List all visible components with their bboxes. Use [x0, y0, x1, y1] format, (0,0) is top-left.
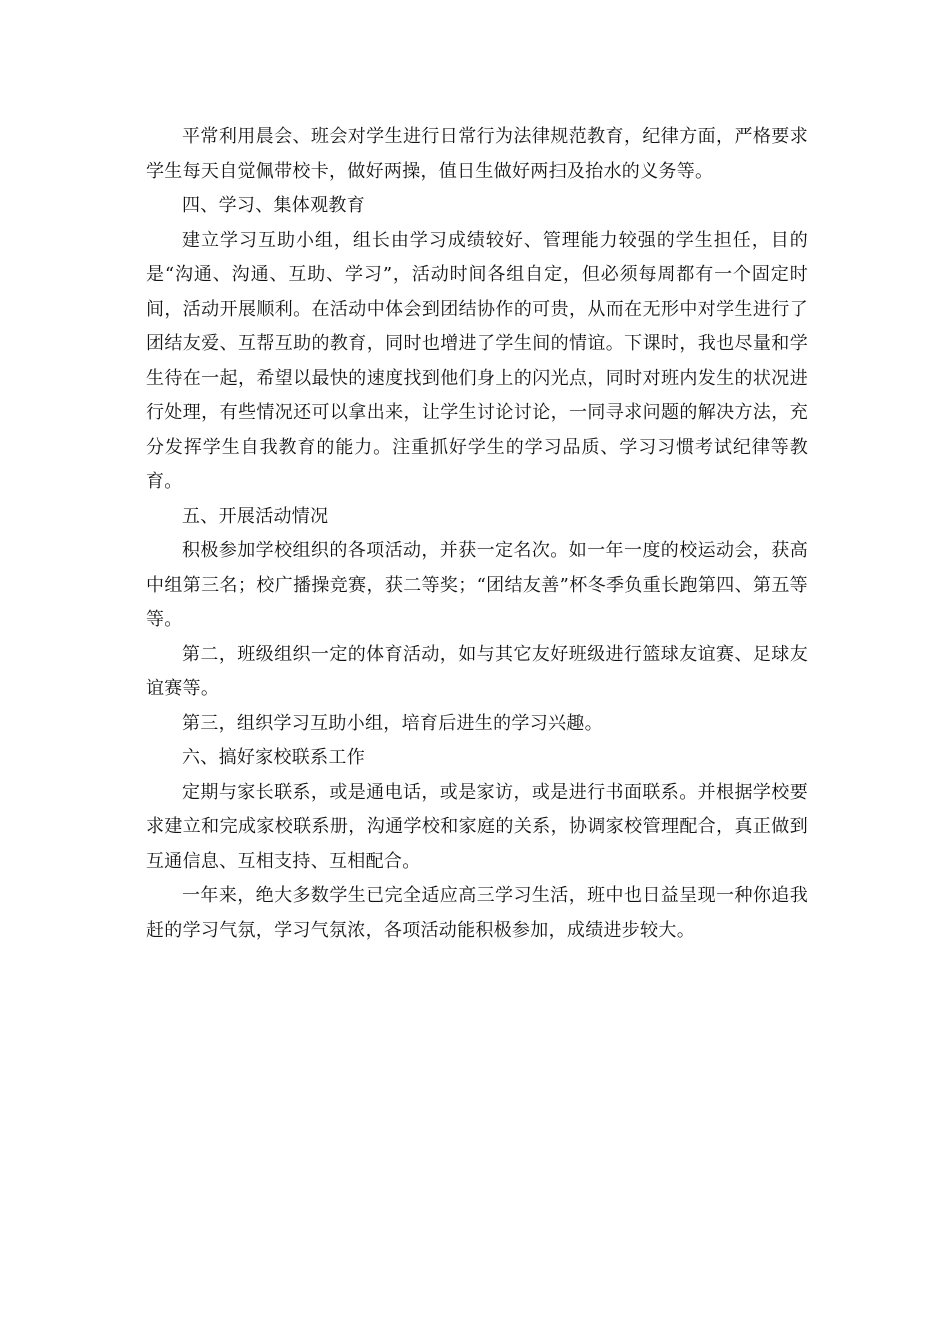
section-heading-activities: 五、开展活动情况: [182, 505, 329, 527]
paragraph-sports-activities: 第二，班级组织一定的体育活动，如与其它友好班级进行篮球友谊赛、足球友谊赛等。: [146, 643, 808, 699]
section-heading-home-school: 六、搞好家校联系工作: [182, 747, 365, 768]
paragraph-discipline-education: 平常利用晨会、班会对学生进行日常行为法律规范教育，纪律方面，严格要求学生每天自觉佩带校卡，做好两操，值日生做好两扫及抬水的义务等。: [146, 126, 808, 182]
section-heading-study-collective: 四、学习、集体观教育: [182, 195, 365, 216]
paragraph-parent-contact: 定期与家长联系，或是通电话，或是家访，或是进行书面联系。并根据学校要求建立和完成家校联系册，沟通学校和家庭的关系，协调家校管理配合，真正做到互通信息、互相支持、互相配合。: [146, 781, 808, 872]
paragraph-study-interest: 第三，组织学习互助小组，培育后进生的学习兴趣。: [182, 712, 603, 734]
paragraph-school-activities: 积极参加学校组织的各项活动，并获一定名次。如一年一度的校运动会，获高中组第三名；校广播操竞赛，获二等奖；“团结友善”杯冬季负重长跑第四、第五等等。: [146, 540, 808, 630]
paragraph-study-groups: 建立学习互助小组，组长由学习成绩较好、管理能力较强的学生担任，目的是“沟通、沟通、互助、学习”，活动时间各组自定，但必须每周都有一个固定时间，活动开展顺利。在活动中体会到团结协作的可贵，从而在无形中对学生进行了团结友爱、互帮互助的教育，同时也增进了学生间的情谊。下课时，我也尽量和学生待在一起，希望以最快的速度找到他们身上的闪光点，同时对班内发生的状况进行处理，有些情况还可以拿出来，让学生讨论讨论，一同寻求问题的解决方法，充分发挥学生自我教育的能力。注重抓好学生的学习品质、学习习惯考试纪律等教育。: [146, 229, 808, 492]
paragraph-summary: 一年来，绝大多数学生已完全适应高三学习生活，班中也日益呈现一种你追我赶的学习气氛，学习气氛浓，各项活动能积极参加，成绩进步较大。: [146, 885, 808, 941]
document-body: [146, 120, 808, 948]
